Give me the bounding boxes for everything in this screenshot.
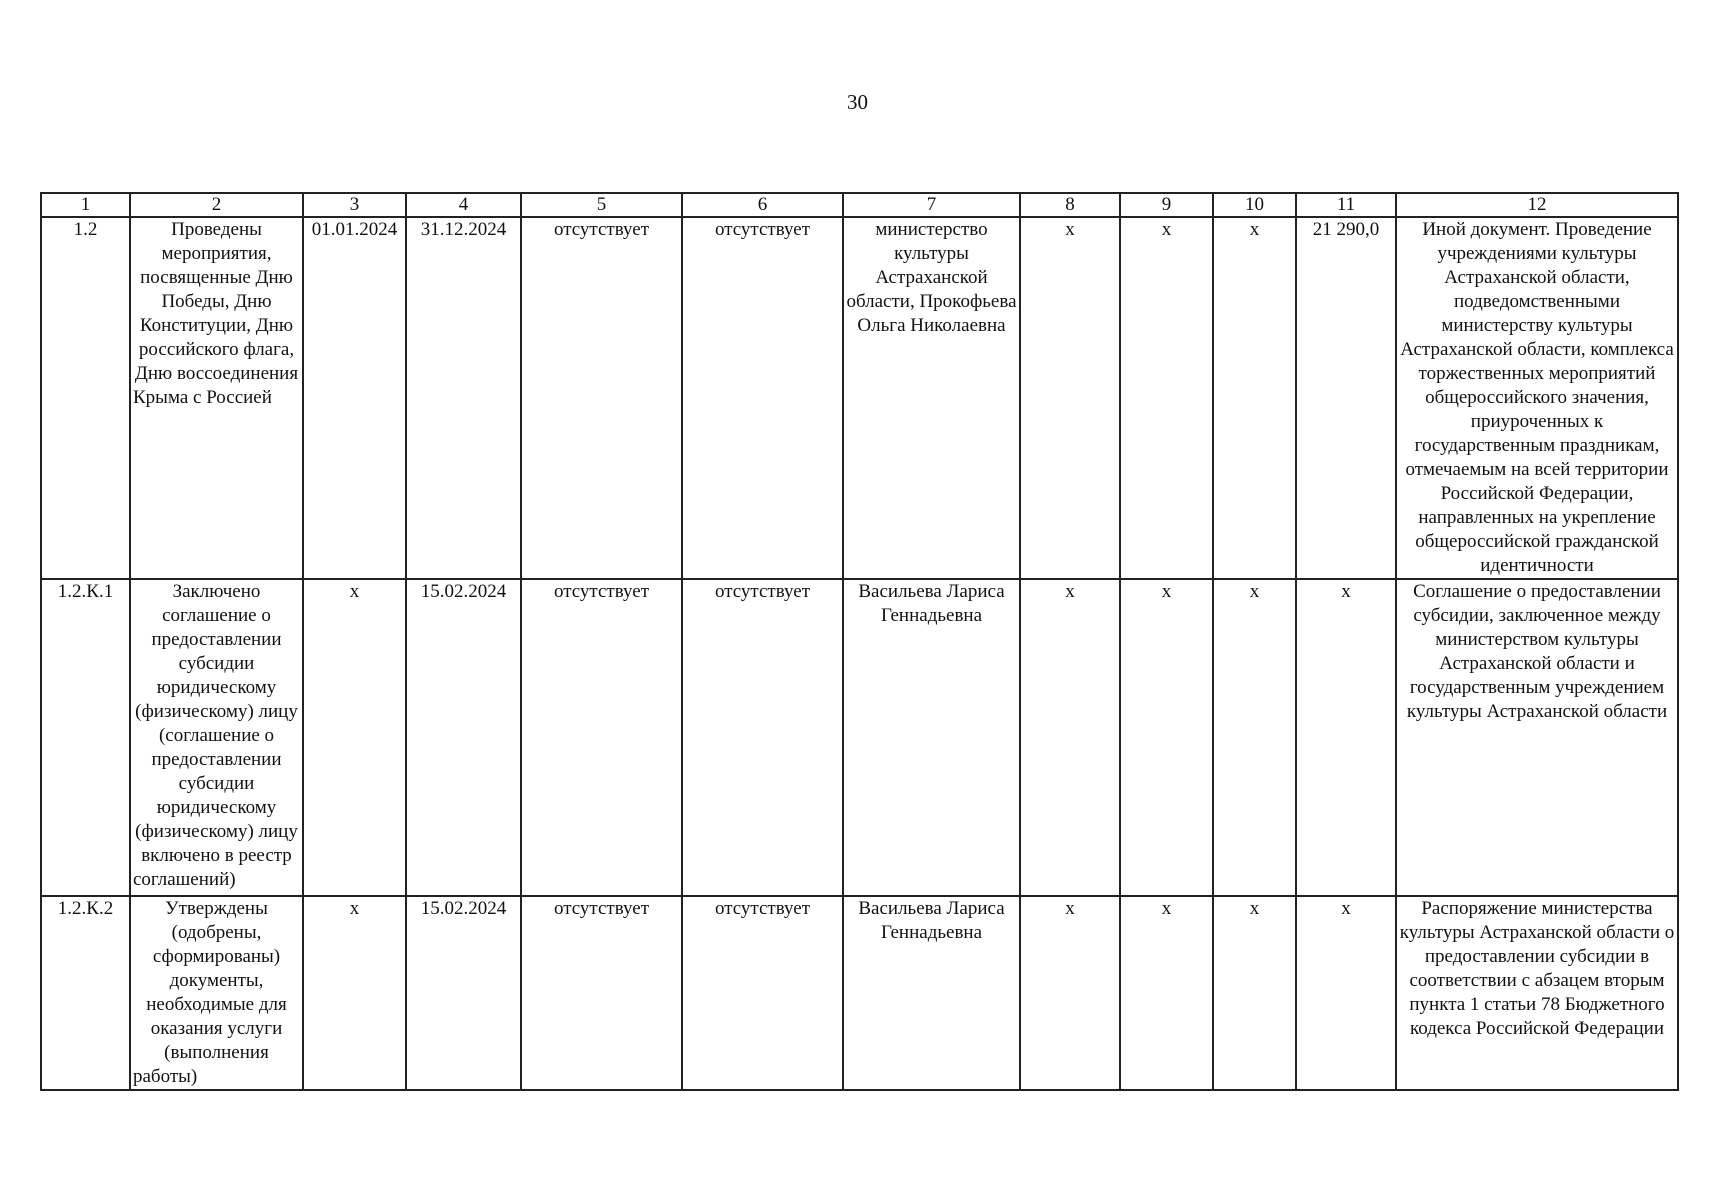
column-header: 5	[521, 193, 682, 217]
start-date: x	[303, 896, 406, 1090]
column-header: 6	[682, 193, 843, 217]
column-header: 2	[130, 193, 303, 217]
end-date: 31.12.2024	[406, 217, 521, 579]
cell-col8: x	[1020, 579, 1120, 896]
table-header-row	[41, 193, 1678, 217]
start-date: 01.01.2024	[303, 217, 406, 579]
table-row	[41, 217, 1678, 579]
cell-col10: x	[1213, 217, 1296, 579]
cell-col9: x	[1120, 896, 1213, 1090]
cell-col5: отсутствует	[521, 217, 682, 579]
amount: x	[1296, 579, 1396, 896]
column-header: 9	[1120, 193, 1213, 217]
cell-col8: x	[1020, 217, 1120, 579]
row-number: 1.2.К.2	[41, 896, 130, 1090]
end-date: 15.02.2024	[406, 896, 521, 1090]
result-document: Распоряжение министерства культуры Астраханской области о предоставлении субсидии в соответствии с абзацем вторым пункта 1 статьи 78 Бюджетного кодекса Российской Федерации	[1396, 896, 1678, 1090]
cell-col5: отсутствует	[521, 896, 682, 1090]
responsible-person: Васильева Лариса Геннадьевна	[843, 579, 1020, 896]
row-number: 1.2.К.1	[41, 579, 130, 896]
start-date: x	[303, 579, 406, 896]
cell-col10: x	[1213, 896, 1296, 1090]
end-date: 15.02.2024	[406, 579, 521, 896]
table-row	[41, 896, 1678, 1090]
result-document: Соглашение о предоставлении субсидии, заключенное между министерством культуры Астраханской области и государственным учреждением культуры Астраханской области	[1396, 579, 1678, 896]
event-name: Утверждены (одобрены, сформированы) документы, необходимые для оказания услуги (выполнения работы)	[130, 896, 303, 1090]
responsible-person: Васильева Лариса Геннадьевна	[843, 896, 1020, 1090]
cell-col6: отсутствует	[682, 896, 843, 1090]
column-header: 3	[303, 193, 406, 217]
cell-col5: отсутствует	[521, 579, 682, 896]
plan-table	[40, 192, 1679, 1091]
column-header: 12	[1396, 193, 1678, 217]
row-number: 1.2	[41, 217, 130, 579]
result-document: Иной документ. Проведение учреждениями культуры Астраханской области, подведомственными министерству культуры Астраханской области, комплекса торжественных мероприятий общероссийского значения, приуроченных к государственным праздникам, отмечаемым на всей территории Российской Федерации, направленных на укрепление общероссийской гражданской идентичности	[1396, 217, 1678, 579]
cell-col10: x	[1213, 579, 1296, 896]
column-header: 4	[406, 193, 521, 217]
column-header: 11	[1296, 193, 1396, 217]
column-header: 1	[41, 193, 130, 217]
cell-col9: x	[1120, 579, 1213, 896]
cell-col6: отсутствует	[682, 217, 843, 579]
amount: 21 290,0	[1296, 217, 1396, 579]
column-header: 8	[1020, 193, 1120, 217]
column-header: 7	[843, 193, 1020, 217]
cell-col6: отсутствует	[682, 579, 843, 896]
cell-col9: x	[1120, 217, 1213, 579]
page-number: 30	[847, 90, 868, 114]
event-name: Проведены мероприятия, посвященные Дню Победы, Дню Конституции, Дню российского флага, Дню воссоединения Крыма с Россией	[130, 217, 303, 579]
amount: x	[1296, 896, 1396, 1090]
table-row	[41, 579, 1678, 896]
responsible-person: министерство культуры Астраханской области, Прокофьева Ольга Николаевна	[843, 217, 1020, 579]
cell-col8: x	[1020, 896, 1120, 1090]
event-name: Заключено соглашение о предоставлении субсидии юридическому (физическому) лицу (соглашение о предоставлении субсидии юридическому (физическому) лицу включено в реестр соглашений)	[130, 579, 303, 896]
column-header: 10	[1213, 193, 1296, 217]
